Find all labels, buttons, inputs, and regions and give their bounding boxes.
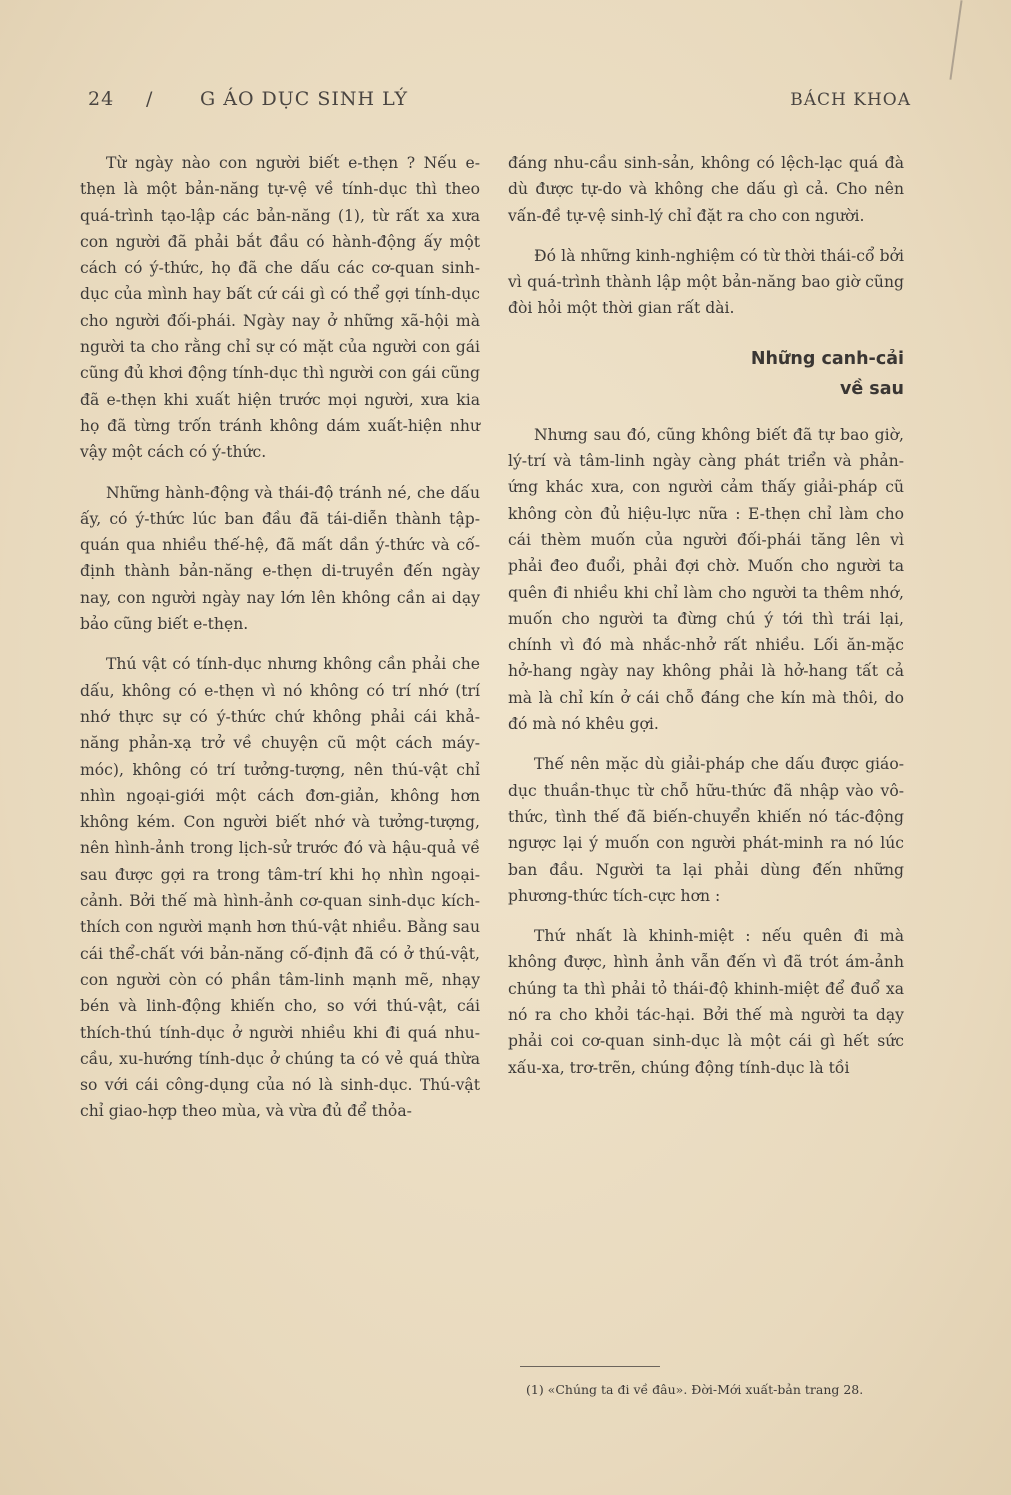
paragraph: Thế nên mặc dù giải-pháp che dấu được giáo-dục thuần-thục từ chỗ hữu-thức đã nhập vào vô-thức, tình thế đã biến-chuyển khiến nó tác-động ngược lại ý muốn con người phát-minh ra nó lúc ban đầu. Người ta lại phải dùng đến những phương-thức tích-cực hơn : (508, 755, 904, 905)
paragraph: Những hành-động và thái-độ tránh né, che dấu ấy, có ý-thức lúc ban đầu đã tái-diễn thành tập-quán qua nhiều thế-hệ, đã mất dần ý-thức và cố-định thành bản-năng e-thẹn di-truyền đến ngày nay, con người ngày nay lớn lên không cần ai dạy bảo cũng biết e-thẹn. (80, 483, 480, 634)
paragraph: đáng nhu-cầu sinh-sản, không có lệch-lạc quá đà dù được tự-do và không che dấu gì cả. Cho nên vấn-đề tự-vệ sinh-lý chỉ đặt ra cho con người. (508, 154, 904, 225)
journal-name: BÁCH KHOA (790, 90, 911, 110)
paragraph: Đó là những kinh-nghiệm có từ thời thái-cổ bởi vì quá-trình thành lập một bản-năng bao giờ cũng đòi hỏi một thời gian rất dài. (508, 246, 904, 318)
section-heading-line: về sau (839, 378, 904, 399)
paragraph: Thú vật có tính-dục nhưng không cần phải che dấu, không có e-thẹn vì nó không có trí nhớ (trí nhớ thực sự có ý-thức chứ không phải cái khả-năng phản-xạ trở về chuyện cũ một cách máy-móc), không có trí tưởng-tượng, nên thú-vật chỉ nhìn ngoại-giới một cách đơn-giản, không hơn không kém. Con người biết nhớ và tưởng-tượng, nên hình-ảnh trong lịch-sử trước đó và hậu-quả về sau được gợi ra trong tâm-trí khi họ nhìn ngoại-cảnh. Bởi thế mà hình-ảnh cơ-quan sinh-dục kích-thích con người mạnh hơn thú-vật nhiều. Bằng sau cái thể-chất với bản-năng cố-định đã có ở thú-vật, con người còn có phần tâm-linh mạnh mẽ, nhạy bén và linh-động khiến cho, so với thú-vật, cái thích-thú tính-dục ở người nhiều khi đi quá nhu-cầu, xu-hướng tính-dục ở chúng ta có vẻ quá thừa so với cái công-dụng của nó là sinh-dục. Thú-vật chỉ giao-hợp theo mùa, và vừa đủ để thỏa- (80, 655, 480, 1121)
section-heading-line: Những canh-cải (750, 348, 904, 369)
paragraph: Thứ nhất là khinh-miệt : nếu quên đi mà không được, hình ảnh vẫn đến vì đã trót ám-ảnh chúng ta thì phải tỏ thái-độ khinh-miệt để đuổ xa nó ra cho khỏi tác-hại. Bởi thế mà người ta dạy phải coi cơ-quan sinh-dục là một cái gì hết sức xấu-xa, trơ-trẽn, chúng động tính-dục là tồi (508, 927, 904, 1077)
header-separator: / (146, 88, 154, 110)
left-column (80, 150, 480, 1139)
paragraph: Từ ngày nào con người biết e-thẹn ? Nếu e-thẹn là một bản-năng tự-vệ về tính-dục thì theo quá-trình tạo-lập các bản-năng (1), từ rất xa xưa con người đã phải bắt đầu có hành-động ấy một cách có ý-thức, họ đã che dấu các cơ-quan sinh-dục của mình hay bất cứ cái gì có thể gợi tính-dục cho người đối-phái. Ngày nay ở những xã-hội mà người ta cho rằng chỉ sự có mặt của người con gái cũng đủ khơi động tính-dục thì người con gái cũng đã e-thẹn khi xuất hiện trước mọi người, xưa kia họ đã từng trốn tránh không dám xuất-hiện như vậy một cách có ý-thức. (80, 154, 480, 462)
section-heading (508, 344, 904, 404)
page-edge-mark (949, 0, 962, 79)
footnote: (1) «Chúng ta đi về đâu». Đời-Mới xuất-bản trang 28. (526, 1382, 864, 1397)
right-column (508, 150, 904, 1095)
page-header (88, 88, 911, 118)
footnote-rule (520, 1366, 660, 1367)
running-title: G ÁO DỤC SINH LÝ (200, 88, 409, 110)
paragraph: Nhưng sau đó, cũng không biết đã tự bao giờ, lý-trí và tâm-linh ngày càng phát triển và phản-ứng khác xưa, con người cảm thấy giải-pháp cũ không còn đủ hiệu-lực nữa : E-thẹn chỉ làm cho cái thèm muốn của người đối-phái tăng lên vì phải đeo đuổi, phải đợi chờ. Muốn cho người ta quên đi nhiều khi chỉ làm cho người ta thêm nhớ, muốn cho người ta đừng chú ý tới thì trái lại, chính vì đó mà nhắc-nhở rất nhiều. Lối ăn-mặc hở-hang ngày nay không phải là hở-hang tất cả mà là chỉ kín ở cái chỗ đáng che kín mà thôi, do đó mà nó khêu gợi. (508, 425, 904, 734)
page-number: 24 (88, 88, 115, 110)
